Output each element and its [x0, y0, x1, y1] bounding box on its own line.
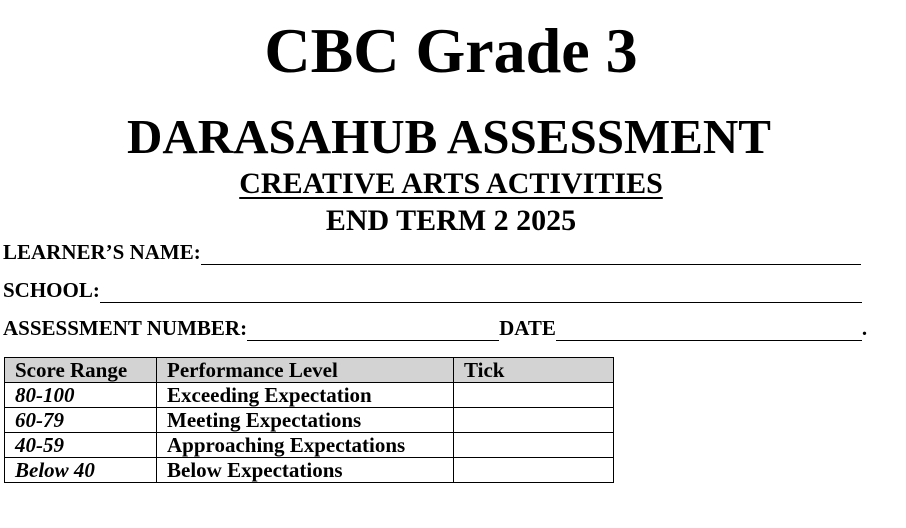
header-tick: Tick: [454, 358, 614, 383]
score-range-cell: 80-100: [5, 383, 157, 408]
score-table: [4, 357, 614, 483]
subject-title: [0, 165, 906, 203]
score-range-cell: 40-59: [5, 433, 157, 458]
header-performance-level: Performance Level: [157, 358, 454, 383]
table-row: [5, 383, 614, 408]
school-line[interactable]: [100, 282, 862, 303]
learner-name-line[interactable]: [201, 244, 861, 265]
performance-level-cell: Meeting Expectations: [157, 408, 454, 433]
assessment-number-line[interactable]: [247, 320, 499, 341]
table-header-row: [5, 358, 614, 383]
performance-level-cell: Exceeding Expectation: [157, 383, 454, 408]
score-range-cell: Below 40: [5, 458, 157, 483]
school-label: SCHOOL:: [3, 278, 100, 302]
grade-title: CBC Grade 3: [264, 15, 638, 86]
table-row: [5, 433, 614, 458]
performance-level-cell: Below Expectations: [157, 458, 454, 483]
tick-cell[interactable]: [454, 458, 614, 483]
learner-name-label: LEARNER’S NAME:: [3, 240, 201, 264]
date-label: DATE: [499, 316, 556, 340]
assessment-number-label: ASSESSMENT NUMBER:: [3, 316, 248, 340]
school-field[interactable]: [3, 277, 862, 303]
date-end-mark: .: [861, 316, 868, 340]
tick-cell[interactable]: [454, 383, 614, 408]
tick-cell[interactable]: [454, 408, 614, 433]
performance-level-cell: Approaching Expectations: [157, 433, 454, 458]
table-row: [5, 458, 614, 483]
subject-title-text: CREATIVE ARTS ACTIVITIES: [239, 167, 663, 200]
table-row: [5, 408, 614, 433]
header-score-range: Score Range: [5, 358, 157, 383]
assessment-title: DARASAHUB ASSESSMENT: [127, 109, 771, 164]
tick-cell[interactable]: [454, 433, 614, 458]
assessment-number-field[interactable]: [3, 315, 867, 341]
date-line[interactable]: [556, 320, 862, 341]
term-title: END TERM 2 2025: [325, 204, 577, 237]
learner-name-field[interactable]: [3, 239, 861, 265]
score-range-cell: 60-79: [5, 408, 157, 433]
